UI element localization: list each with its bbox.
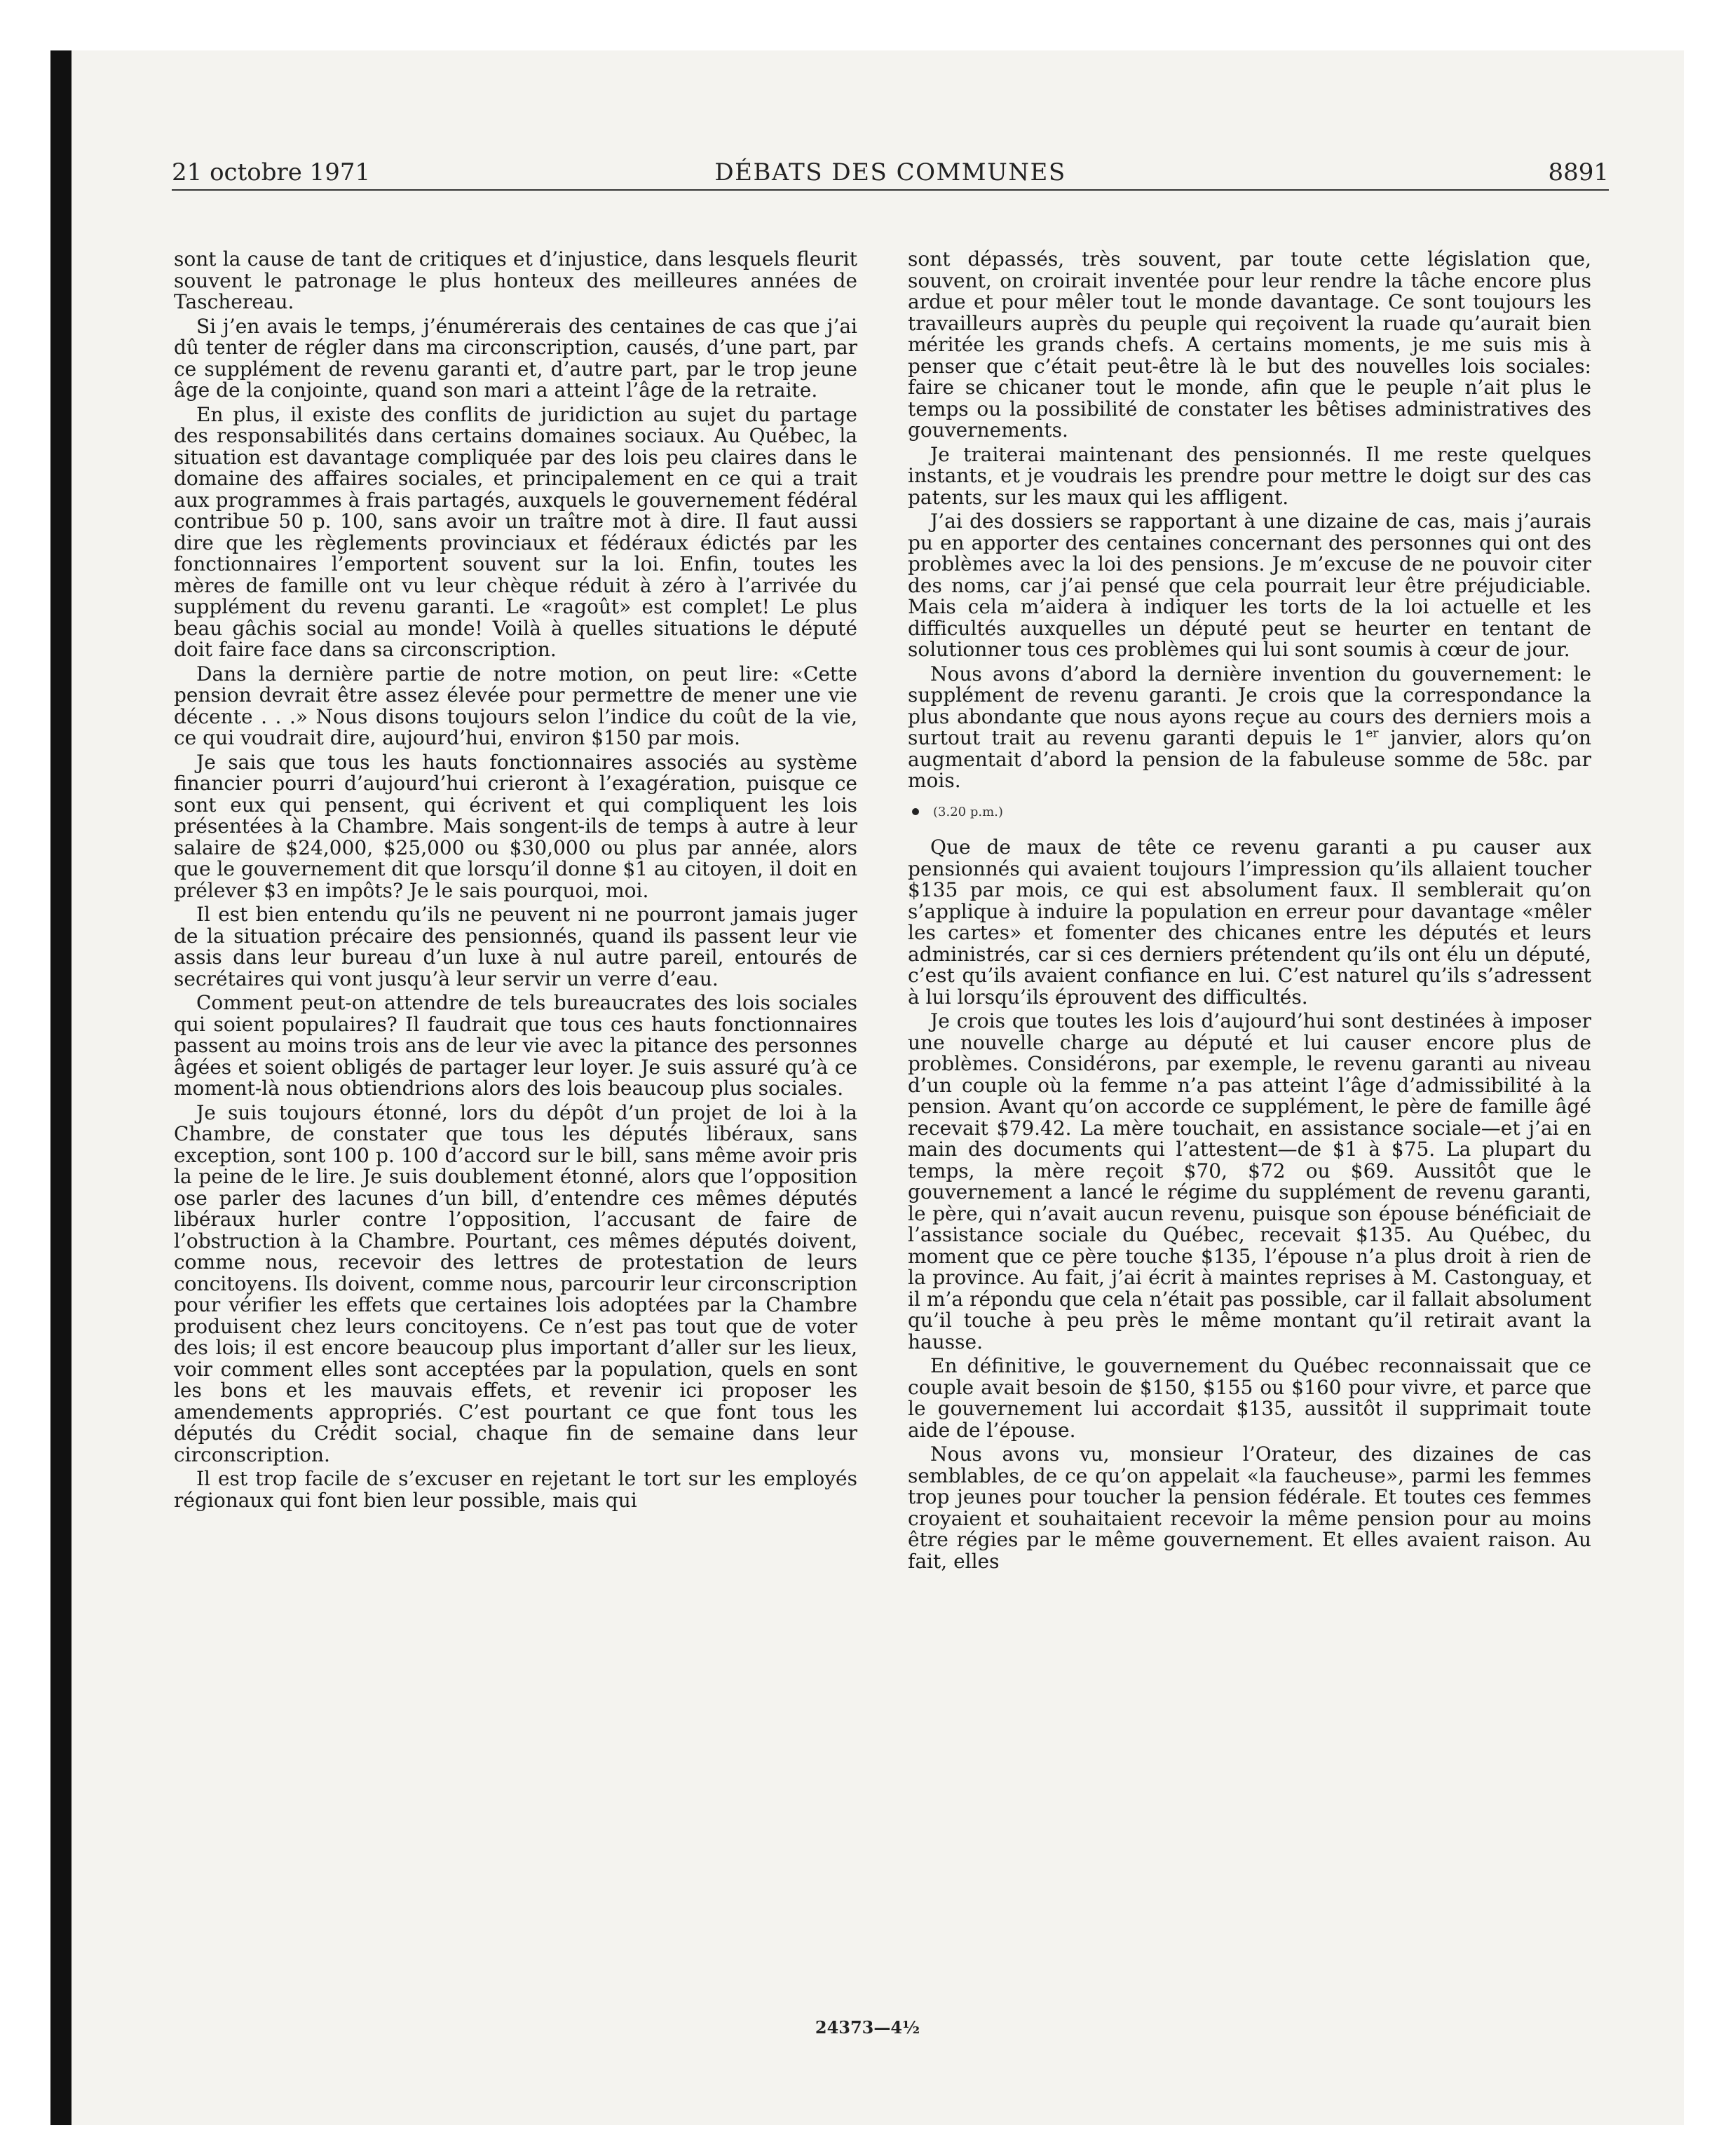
paragraph: sont dépassés, très souvent, par toute cette législation que, souvent, on croirait inventée pour leur rendre la tâche encore plus ardue et pour mêler tout le monde davantage. Ce sont toujours les travailleurs auprès du peuple qui reçoivent la ruade qu’aurait bien méritée les grands chefs. A certains moments, je me suis mis à penser que c’était peut-être là le but des nouvelles lois sociales: faire se chicaner tout le monde, afin que le peuple n’ait plus le temps ou la possibilité de constater les bêtises administratives des gouvernements. (908, 247, 1591, 442)
time-marker-text: (3.20 p.m.) (933, 804, 1003, 819)
paragraph: J’ai des dossiers se rapportant à une dizaine de cas, mais j’aurais pu en apporter des centaines concernant des personnes qui ont des problèmes avec la loi des pensions. Je m’excuse de ne pouvoir citer des noms, car j’ai pensé que cela pourrait leur être préjudiciable. Mais cela m’aidera à indiquer les torts de la loi actuelle et les difficultés auxquelles un député peut se heurter en tentant de solutionner tous ces problèmes qui lui sont soumis à cœur de jour. (908, 510, 1591, 661)
text-run: janvier, alors qu’on augmentait d’abord la pension de la fabuleuse somme de 58c. par mois. (908, 726, 1591, 792)
paragraph: sont la cause de tant de critiques et d’injustice, dans lesquels fleurit souvent le patronage le plus honteux des meilleures années de Taschereau. (174, 247, 857, 313)
paragraph: Dans la dernière partie de notre motion, on peut lire: «Cette pension devrait être assez élevée pour permettre de mener une vie décente . . .» Nous disons toujours selon l’indice du coût de la vie, ce qui voudrait dire, aujourd’hui, environ $150 par mois. (174, 662, 857, 749)
paragraph: En plus, il existe des conflits de juridiction au sujet du partage des responsabilités dans certains domaines sociaux. Au Québec, la situation est davantage compliquée par des lois peu claires dans le domaine des affaires sociales, et principalement en ce qui a trait aux programmes à frais partagés, auxquels le gouvernement fédéral contribue 50 p. 100, sans avoir un traître mot à dire. Il faut aussi dire que les règlements provinciaux et fédéraux édictés par les fonctionnaires l’emportent souvent sur la loi. Enfin, toutes les mères de famille ont vu leur chèque réduit à zéro à l’arrivée du supplément du revenu garanti. Le «ragoût» est complet! Le plus beau gâchis social au monde! Voilà à quelles situations le député doit faire face dans sa circonscription. (174, 402, 857, 661)
running-header (172, 158, 1609, 191)
right-column (908, 249, 1591, 1575)
paragraph: Je traiterai maintenant des pensionnés. Il me reste quelques instants, et je voudrais les prendre pour mettre le doigt sur des cas patents, sur les maux qui les affligent. (908, 442, 1591, 509)
text-run: Nous avons d’abord la dernière invention du gouvernement: le supplément de revenu garanti. Je crois que la correspondance la plus abondante que nous ayons reçue au cours des derniers mois a surtout trait au revenu garanti depuis le 1 (908, 662, 1591, 749)
paragraph: Je crois que toutes les lois d’aujourd’hui sont destinées à imposer une nouvelle charge au député et lui causer encore plus de problèmes. Considérons, par exemple, le revenu garanti au niveau d’un couple où la femme n’a pas atteint l’âge d’admissibilité à la pension. Avant qu’on accorde ce supplément, le père de famille âgé recevait $79.42. La mère touchait, en assistance sociale—et j’ai en main des documents qui l’attestent—de $1 à $75. La plupart du temps, la mère reçoit $70, $72 ou $69. Aussitôt que le gouvernement a lancé le régime du supplément de revenu garanti, le père, qui n’avait aucun revenu, puisque son épouse bénéficiait de l’assistance sociale du Québec, recevait $135. Au Québec, du moment que ce père touche $135, l’épouse n’a plus droit à rien de la province. Au fait, j’ai écrit à maintes reprises à M. Castonguay, et il m’a répondu que cela n’était pas possible, car il fallait absolument qu’il touche à peu près le même montant qu’il retirait avant la hausse. (908, 1009, 1591, 1353)
header-page-number: 8891 (1548, 158, 1609, 186)
paragraph: Il est trop facile de s’excuser en rejetant le tort sur les employés régionaux qui font bien leur possible, mais qui (174, 1467, 857, 1512)
header-title: DÉBATS DES COMMUNES (714, 158, 1066, 186)
header-rule (172, 189, 1609, 191)
paragraph: En définitive, le gouvernement du Québec reconnaissait que ce couple avait besoin de $150, $155 ou $160 pour vivre, et parce que le gouvernement lui accordait $135, aussitôt il supprimait toute aide de l’épouse. (908, 1354, 1591, 1442)
time-marker (908, 802, 1591, 824)
paragraph: Il est bien entendu qu’ils ne peuvent ni ne pourront jamais juger de la situation précaire des pensionnés, quand ils passent leur vie assis dans leur bureau d’un luxe à nul autre pareil, entourés de secrétaires qui vont jusqu’à leur servir un verre d’eau. (174, 903, 857, 990)
footer-signature: 24373—4½ (815, 2017, 920, 2038)
left-column (174, 249, 857, 1514)
superscript: er (1366, 726, 1379, 741)
paragraph-supplement (908, 664, 1591, 792)
header-date: 21 octobre 1971 (172, 158, 371, 186)
scan-edge-bar (50, 50, 72, 2125)
paragraph: Que de maux de tête ce revenu garanti a pu causer aux pensionnés qui avaient toujours l’impression qu’ils allaient toucher $135 par mois, ce qui est absolument faux. Il semblerait qu’on s’applique à induire la population en erreur pour davantage «mêler les cartes» et fomenter des chicanes entre les députés et leurs administrés, car si ces derniers prétendent qu’ils ont élu un député, c’est qu’ils avaient confiance en lui. C’est naturel qu’ils s’adressent à lui lorsqu’ils éprouvent des difficultés. (908, 835, 1591, 1009)
paragraph: Je sais que tous les hauts fonctionnaires associés au système financier pourri d’aujourd’hui crieront à l’exagération, puisque ce sont eux qui pensent, qui écrivent et qui compliquent les lois présentées à la Chambre. Mais songent-ils de temps à autre à leur salaire de $24,000, $25,000 ou $30,000 ou plus par année, alors que le gouvernement dit que lorsqu’il donne $1 au citoyen, il doit en prélever $3 en impôts? Je le sais pourquoi, moi. (174, 750, 857, 902)
paragraph: Comment peut-on attendre de tels bureaucrates des lois sociales qui soient populaires? Il faudrait que tous ces hauts fonctionnaires passent au moins trois ans de leur vie avec la pitance des personnes âgées et soient obligés de partager leur loyer. Je suis assuré qu’à ce moment-là nous obtiendrions alors des lois beaucoup plus sociales. (174, 991, 857, 1100)
paragraph: Si j’en avais le temps, j’énumérerais des centaines de cas que j’ai dû tenter de régler dans ma circonscription, causés, d’une part, par ce supplément de revenu garanti et, d’autre part, par le trop jeune âge de la conjointe, quand son mari a atteint l’âge de la retraite. (174, 314, 857, 402)
paragraph: Nous avons vu, monsieur l’Orateur, des dizaines de cas semblables, de ce qu’on appelait «la faucheuse», parmi les femmes trop jeunes pour toucher la pension fédérale. Et toutes ces femmes croyaient et souhaitaient recevoir la même pension pour au moins être régies par le même gouvernement. Et elles avaient raison. Au fait, elles (908, 1442, 1591, 1573)
paragraph: Je suis toujours étonné, lors du dépôt d’un projet de loi à la Chambre, de constater que tous les députés libéraux, sans exception, sont 100 p. 100 d’accord sur le bill, sans même avoir pris la peine de le lire. Je suis doublement étonné, alors que l’opposition ose parler des lacunes d’un bill, d’entendre ces mêmes députés libéraux hurler contre l’opposition, l’accusant de faire de l’obstruction à la Chambre. Pourtant, ces mêmes députés doivent, comme nous, recevoir des lettres de protestation de leurs concitoyens. Ils doivent, comme nous, parcourir leur circonscription pour vérifier les effets que certaines lois adoptées par la Chambre produisent chez leurs concitoyens. Ce n’est pas tout que de voter des lois; il est encore beaucoup plus important d’aller sur les lieux, voir comment elles sont acceptées par la population, quels en sont les bons et les mauvais effets, et revenir ici proposer les amendements appropriés. C’est pourtant ce que font tous les députés du Crédit social, chaque fin de semaine dans leur circonscription. (174, 1100, 857, 1466)
bullet-icon (912, 808, 919, 815)
